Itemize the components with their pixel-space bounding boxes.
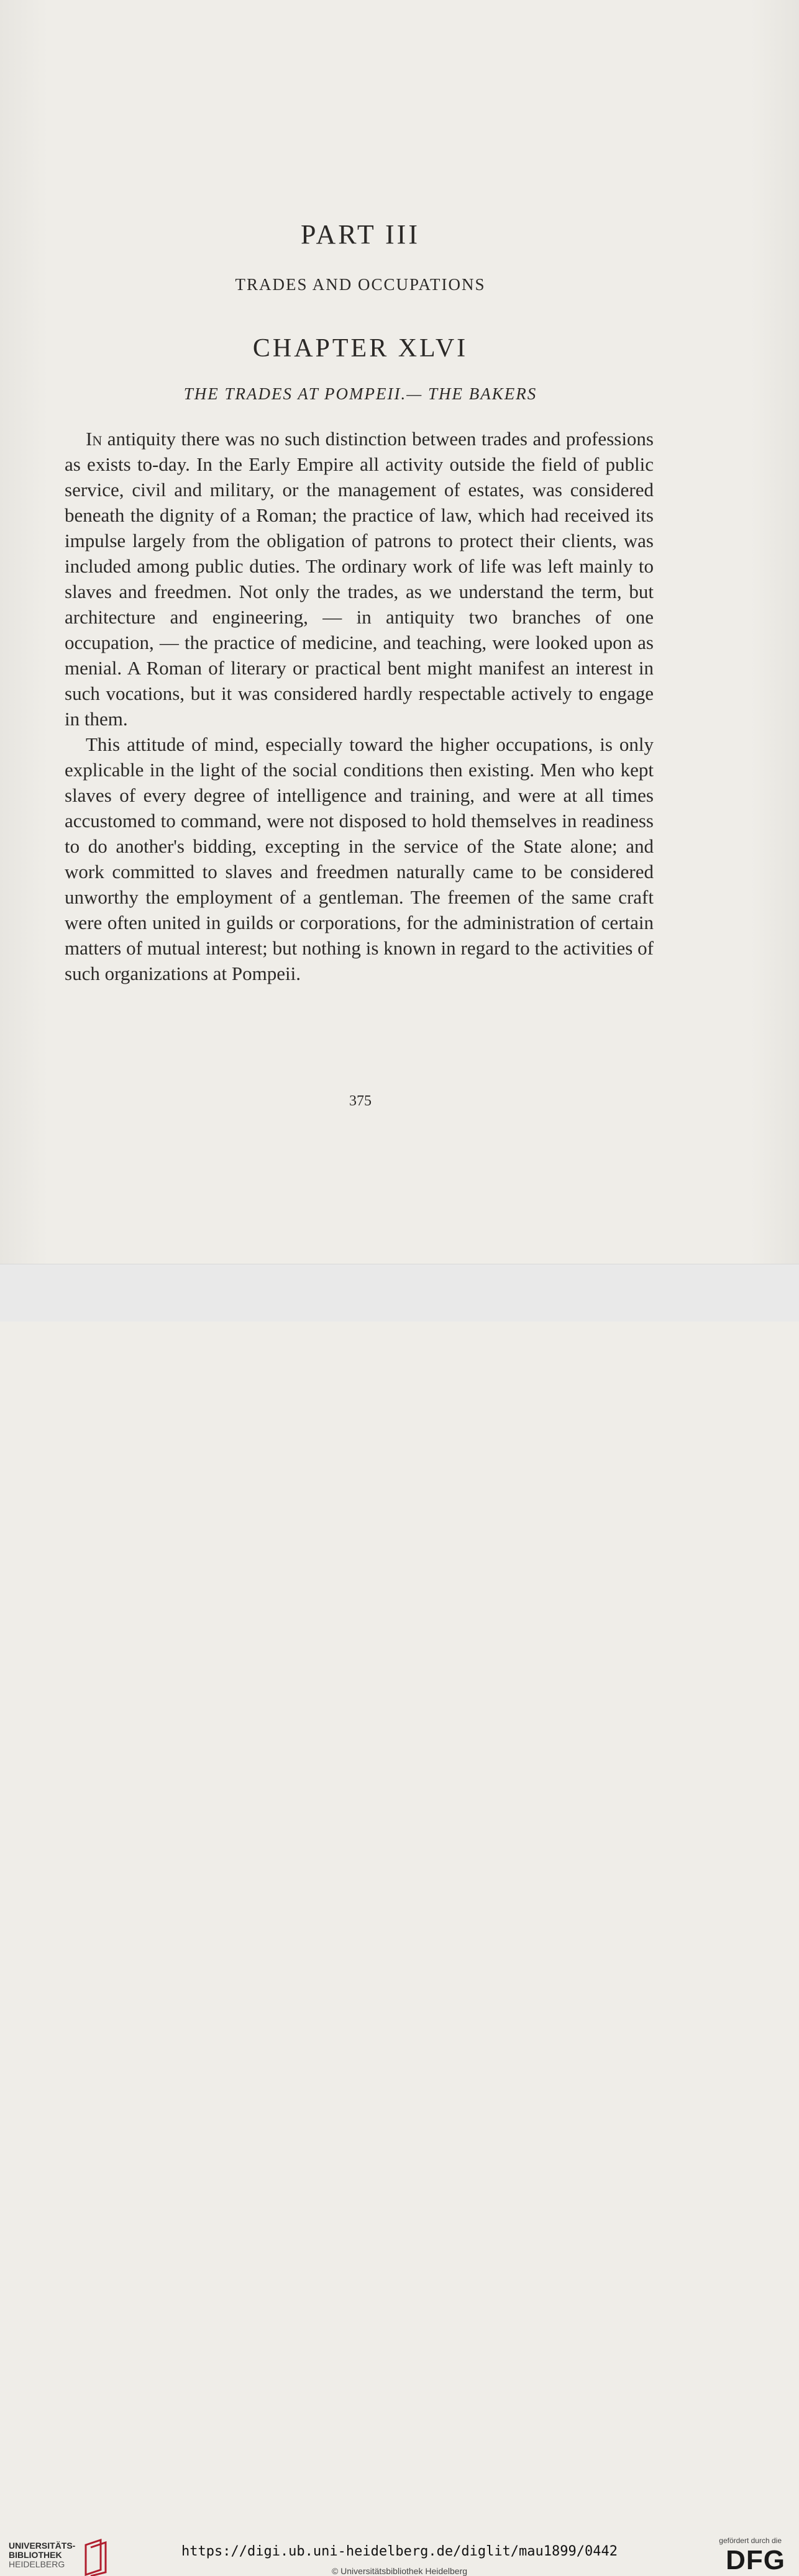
paragraph-1-text: antiquity there was no such distinction between trades and professions as exists to-day. In the Early Empire all activity outside the field of public service, civil and military, or the management of estates, was considered beneath the dignity of a Roman; the practice of law, which had received its impulse largely from the obligation of patrons to protect their clients, was included among public duties. The ordinary work of life was left mainly to slaves and freedmen. Not only the trades, as we understand the term, but architecture and engineering, — in antiquity two branches of one occupation, — the practice of medicine, and teaching, were looked upon as menial. A Roman of literary or practical bent might manifest an interest in such vocations, but it was considered hardly respectable actively to engage in them. [65,428,654,730]
body-text [65,426,654,986]
institution-line-2: BIBLIOTHEK [9,2550,62,2560]
chapter-heading: CHAPTER XLVI [252,334,468,363]
paragraph-lead: In [86,428,103,450]
scanned-page [0,0,799,1264]
institution-line-1: UNIVERSITÄTS- [9,2541,76,2551]
part-heading: PART III [301,219,420,250]
dfg-logo: DFG [726,2545,785,2575]
permalink[interactable]: https://digi.ub.uni-heidelberg.de/diglit/mau1899/0442 [181,2544,618,2559]
viewer-footer [0,1264,799,2576]
part-title: TRADES AND OCCUPATIONS [235,275,486,294]
funding-label: gefördert durch die [719,2536,782,2545]
institution-line-3: HEIDELBERG [9,2559,65,2569]
paragraph-2: This attitude of mind, especially toward the higher occupations, is only explicable in the light of the social conditions then existing. Men who kept slaves of every degree of intelligence and training, and were at all times accustomed to command, were not disposed to hold themselves in readiness to do another's bidding, excepting in the service of the State alone; and work committed to slaves and freedmen naturally came to be considered unworthy the employment of a gentleman. The freemen of the same craft were often united in guilds or corporations, for the administration of certain matters of mutual interest; but nothing is known in regard to the activities of such organizations at Pompeii. [65,733,654,984]
copyright-notice: © Universitätsbibliothek Heidelberg [331,2566,468,2576]
chapter-title: THE TRADES AT POMPEII.— THE BAKERS [183,384,537,403]
paragraph-1 [65,426,654,732]
page-number: 375 [349,1093,372,1109]
